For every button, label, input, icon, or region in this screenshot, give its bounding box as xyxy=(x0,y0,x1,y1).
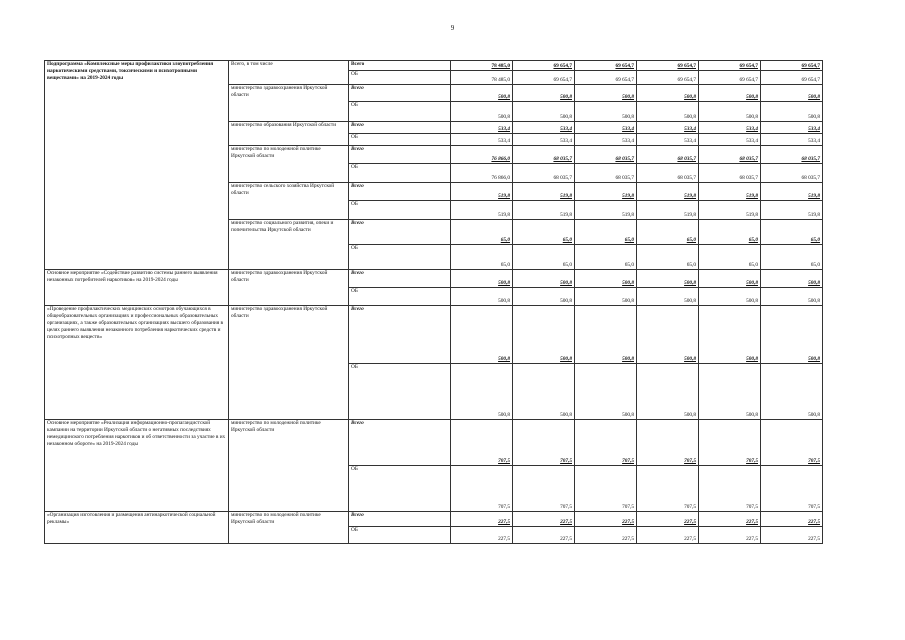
amount-cell: 519,8 xyxy=(637,201,699,220)
subprogram-cell: «Организация изготовления и размещения антинаркотической социальной рекламы» xyxy=(45,512,229,544)
amount-cell: 707,5 xyxy=(699,420,761,466)
amount-cell: 533,4 xyxy=(575,134,637,146)
amount-cell: 65,0 xyxy=(761,245,823,270)
amount-cell: 69 654,7 xyxy=(575,71,637,85)
amount-cell: 500,8 xyxy=(699,288,761,306)
amount-cell: 500,8 xyxy=(637,102,699,122)
amount-cell: 76 866,0 xyxy=(451,164,513,183)
amount-cell: 500,8 xyxy=(513,364,575,420)
amount-cell: 533,4 xyxy=(575,122,637,134)
amount-cell: 65,0 xyxy=(699,220,761,245)
amount-cell: 65,0 xyxy=(451,220,513,245)
subprogram-cell: «Проведение профилактических медицинских осмотров обучающихся в общеобразовательных организациях и профессиональных образовательных организациях, а также образовательных организациях высшего образования в целях раннего выявления незаконного потребления наркотических средств и психотропных веществ» xyxy=(45,306,229,420)
amount-cell: 519,8 xyxy=(575,201,637,220)
amount-cell: 69 654,7 xyxy=(761,61,823,71)
amount-cell: 68 035,7 xyxy=(761,164,823,183)
funding-type-cell: Всего xyxy=(349,61,451,71)
amount-cell: 519,8 xyxy=(699,201,761,220)
amount-cell: 69 654,7 xyxy=(513,71,575,85)
amount-cell: 68 035,7 xyxy=(513,164,575,183)
amount-cell: 500,8 xyxy=(451,270,513,288)
funding-type-cell: ОБ xyxy=(349,245,451,270)
amount-cell: 519,8 xyxy=(761,201,823,220)
amount-cell: 707,5 xyxy=(761,466,823,512)
amount-cell: 500,8 xyxy=(575,306,637,364)
funding-type-cell: Всего xyxy=(349,512,451,527)
amount-cell: 500,8 xyxy=(451,288,513,306)
amount-cell: 500,8 xyxy=(513,288,575,306)
amount-cell: 500,8 xyxy=(451,364,513,420)
amount-cell: 500,8 xyxy=(575,85,637,102)
amount-cell: 500,8 xyxy=(637,288,699,306)
amount-cell: 519,8 xyxy=(513,201,575,220)
subprogram-cell: Подпрограмма «Комплексные меры профилактики злоупотребления наркотическими средствами, токсическими и психотропными веществами» на 2019-2024 годы xyxy=(45,61,229,270)
funding-type-cell: Всего xyxy=(349,85,451,102)
amount-cell: 227,5 xyxy=(513,527,575,544)
amount-cell: 68 035,7 xyxy=(699,146,761,164)
amount-cell: 519,8 xyxy=(451,183,513,201)
amount-cell: 68 035,7 xyxy=(637,146,699,164)
amount-cell: 533,4 xyxy=(451,134,513,146)
executor-cell: министерство здравоохранения Иркутской области xyxy=(229,270,349,306)
amount-cell: 500,8 xyxy=(699,270,761,288)
amount-cell: 500,8 xyxy=(761,364,823,420)
amount-cell: 65,0 xyxy=(637,245,699,270)
funding-type-cell: ОБ xyxy=(349,134,451,146)
amount-cell: 533,4 xyxy=(761,122,823,134)
amount-cell: 69 654,7 xyxy=(761,71,823,85)
amount-cell: 707,5 xyxy=(637,420,699,466)
amount-cell: 707,5 xyxy=(761,420,823,466)
amount-cell: 227,5 xyxy=(637,512,699,527)
amount-cell: 533,4 xyxy=(699,134,761,146)
amount-cell: 68 035,7 xyxy=(637,164,699,183)
amount-cell: 533,4 xyxy=(451,122,513,134)
amount-cell: 69 654,7 xyxy=(575,61,637,71)
amount-cell: 519,8 xyxy=(637,183,699,201)
funding-type-cell: ОБ xyxy=(349,71,451,85)
amount-cell: 500,8 xyxy=(513,270,575,288)
amount-cell: 500,8 xyxy=(637,85,699,102)
amount-cell: 227,5 xyxy=(513,512,575,527)
amount-cell: 533,4 xyxy=(699,122,761,134)
amount-cell: 519,8 xyxy=(513,183,575,201)
amount-cell: 500,8 xyxy=(761,270,823,288)
amount-cell: 68 035,7 xyxy=(575,146,637,164)
amount-cell: 500,8 xyxy=(451,85,513,102)
amount-cell: 500,8 xyxy=(761,306,823,364)
funding-type-cell: Всего xyxy=(349,183,451,201)
amount-cell: 500,8 xyxy=(451,306,513,364)
amount-cell: 707,5 xyxy=(637,466,699,512)
amount-cell: 500,8 xyxy=(699,102,761,122)
amount-cell: 227,5 xyxy=(699,527,761,544)
amount-cell: 500,8 xyxy=(637,270,699,288)
amount-cell: 227,5 xyxy=(699,512,761,527)
amount-cell: 500,8 xyxy=(761,102,823,122)
funding-type-cell: ОБ xyxy=(349,527,451,544)
amount-cell: 533,4 xyxy=(637,134,699,146)
executor-cell: министерство сельского хозяйства Иркутской области xyxy=(229,183,349,220)
amount-cell: 65,0 xyxy=(513,220,575,245)
amount-cell: 65,0 xyxy=(513,245,575,270)
funding-type-cell: Всего xyxy=(349,146,451,164)
amount-cell: 68 035,7 xyxy=(575,164,637,183)
amount-cell: 500,8 xyxy=(699,306,761,364)
amount-cell: 500,8 xyxy=(513,102,575,122)
table-row xyxy=(45,420,823,466)
amount-cell: 500,8 xyxy=(637,364,699,420)
amount-cell: 707,5 xyxy=(451,420,513,466)
amount-cell: 500,8 xyxy=(575,270,637,288)
amount-cell: 533,4 xyxy=(513,122,575,134)
amount-cell: 227,5 xyxy=(761,527,823,544)
amount-cell: 500,8 xyxy=(513,306,575,364)
funding-type-cell: ОБ xyxy=(349,364,451,420)
executor-cell: министерство здравоохранения Иркутской области xyxy=(229,306,349,420)
amount-cell: 227,5 xyxy=(451,512,513,527)
amount-cell: 65,0 xyxy=(761,220,823,245)
amount-cell: 707,5 xyxy=(575,420,637,466)
amount-cell: 500,8 xyxy=(575,288,637,306)
amount-cell: 707,5 xyxy=(451,466,513,512)
amount-cell: 500,8 xyxy=(699,85,761,102)
amount-cell: 707,5 xyxy=(575,466,637,512)
executor-cell: министерство по молодежной политике Иркутской области xyxy=(229,146,349,183)
amount-cell: 227,5 xyxy=(761,512,823,527)
funding-type-cell: ОБ xyxy=(349,466,451,512)
executor-cell: министерство по молодежной политике Иркутской области xyxy=(229,512,349,544)
page-number: 9 xyxy=(450,24,455,32)
amount-cell: 533,4 xyxy=(761,134,823,146)
amount-cell: 227,5 xyxy=(575,527,637,544)
amount-cell: 65,0 xyxy=(637,220,699,245)
table-row xyxy=(45,61,823,71)
amount-cell: 500,8 xyxy=(761,85,823,102)
amount-cell: 65,0 xyxy=(575,245,637,270)
executor-cell: министерство здравоохранения Иркутской области xyxy=(229,85,349,122)
amount-cell: 519,8 xyxy=(699,183,761,201)
amount-cell: 533,4 xyxy=(637,122,699,134)
amount-cell: 69 654,7 xyxy=(637,61,699,71)
table-row xyxy=(45,512,823,527)
table-row xyxy=(45,270,823,288)
amount-cell: 76 866,0 xyxy=(451,146,513,164)
amount-cell: 519,8 xyxy=(451,201,513,220)
amount-cell: 707,5 xyxy=(513,466,575,512)
amount-cell: 519,8 xyxy=(575,183,637,201)
amount-cell: 533,4 xyxy=(513,134,575,146)
subprogram-cell: Основное мероприятие «Содействие развитию системы раннего выявления незаконных потребителей наркотиков» на 2019-2024 годы xyxy=(45,270,229,306)
funding-type-cell: Всего xyxy=(349,270,451,288)
amount-cell: 68 035,7 xyxy=(699,164,761,183)
executor-cell: Всего, в том числе xyxy=(229,61,349,85)
table-row xyxy=(45,306,823,364)
amount-cell: 69 654,7 xyxy=(699,61,761,71)
amount-cell: 65,0 xyxy=(699,245,761,270)
amount-cell: 500,8 xyxy=(575,102,637,122)
amount-cell: 69 654,7 xyxy=(513,61,575,71)
funding-type-cell: ОБ xyxy=(349,288,451,306)
amount-cell: 227,5 xyxy=(575,512,637,527)
funding-type-cell: ОБ xyxy=(349,164,451,183)
funding-type-cell: Всего xyxy=(349,122,451,134)
executor-cell: министерство по молодежной политике Иркутской области xyxy=(229,420,349,512)
funding-type-cell: Всего xyxy=(349,220,451,245)
funding-type-cell: Всего xyxy=(349,420,451,466)
amount-cell: 500,8 xyxy=(761,288,823,306)
amount-cell: 78 485,0 xyxy=(451,61,513,71)
executor-cell: министерство социального развития, опеки и попечительства Иркутской области xyxy=(229,220,349,270)
amount-cell: 500,8 xyxy=(513,85,575,102)
funding-type-cell: Всего xyxy=(349,306,451,364)
executor-cell: министерство образования Иркутской области xyxy=(229,122,349,146)
amount-cell: 500,8 xyxy=(451,102,513,122)
amount-cell: 227,5 xyxy=(637,527,699,544)
amount-cell: 68 035,7 xyxy=(761,146,823,164)
amount-cell: 500,8 xyxy=(637,306,699,364)
amount-cell: 69 654,7 xyxy=(699,71,761,85)
funding-type-cell: ОБ xyxy=(349,201,451,220)
amount-cell: 519,8 xyxy=(761,183,823,201)
amount-cell: 500,8 xyxy=(699,364,761,420)
budget-table xyxy=(44,60,823,544)
subprogram-cell: Основное мероприятие «Реализация информационно-пропагандистской кампании на территории Иркутской области о негативных последствиях немедицинского потребления наркотиков и об ответственности за участие в их незаконном обороте» на 2019-2024 годы xyxy=(45,420,229,512)
amount-cell: 65,0 xyxy=(575,220,637,245)
amount-cell: 707,5 xyxy=(699,466,761,512)
amount-cell: 68 035,7 xyxy=(513,146,575,164)
amount-cell: 227,5 xyxy=(451,527,513,544)
amount-cell: 707,5 xyxy=(513,420,575,466)
amount-cell: 500,8 xyxy=(575,364,637,420)
amount-cell: 69 654,7 xyxy=(637,71,699,85)
amount-cell: 78 485,0 xyxy=(451,71,513,85)
amount-cell: 65,0 xyxy=(451,245,513,270)
funding-type-cell: ОБ xyxy=(349,102,451,122)
